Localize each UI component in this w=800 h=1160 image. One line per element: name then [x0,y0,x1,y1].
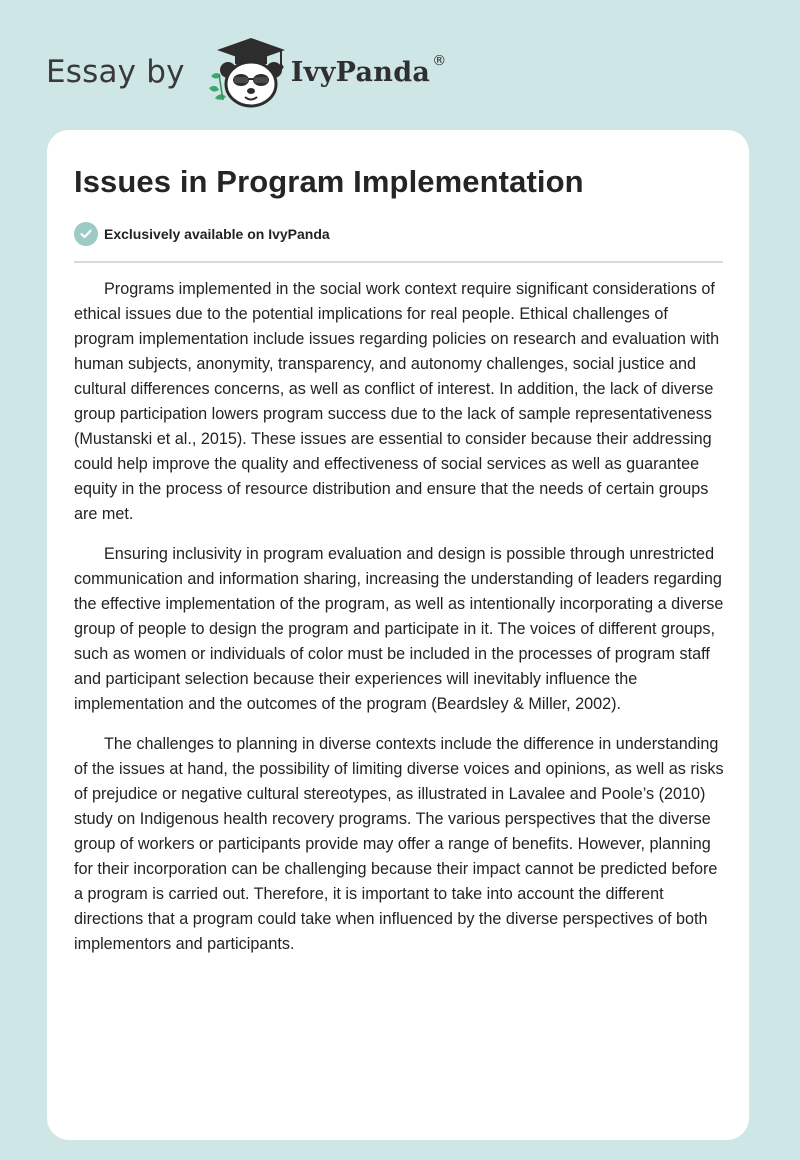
page-title: Issues in Program Implementation [74,164,584,199]
ivy-leaf-icon [209,73,226,100]
site-header [46,32,447,112]
brand-name[interactable]: IvyPanda ® [290,52,447,88]
exclusive-label: Exclusively available on IvyPanda [104,226,330,242]
panda-face-icon [220,62,282,106]
essay-by-label: Essay by [46,54,185,90]
panda-logo-icon[interactable] [201,32,289,112]
essay-body [74,277,728,972]
essay-card [47,130,749,1140]
exclusive-badge [74,222,330,246]
registered-mark: ® [432,52,447,69]
paragraph: Ensuring inclusivity in program evaluation and design is possible through unrestricted communication and information sharing, increasing the understanding of leaders regarding the effective implementation of the program, as well as intentionally incorporating a diverse group of people to design the program and participate in it. The voices of different groups, such as women or individuals of color must be included in the processes of program staff and participant selection because their experiences will inevitably influence the implementation and the outcomes of the program (Beardsley & Miller, 2002). [74,545,724,713]
paragraph: The challenges to planning in diverse contexts include the difference in understanding of the issues at hand, the possibility of limiting diverse voices and opinions, as well as risks of prejudice or negative cultural stereotypes, as illustrated in Lavalee and Poole’s (2010) study on Indigenous health recovery programs. The various perspectives that the diverse group of workers or participants provide may offer a range of benefits. However, planning for their incorporation can be challenging because their impact cannot be predicted before a program is carried out. Therefore, it is important to take into account the different directions that a program could take when influenced by the diverse perspectives of both implementors and participants. [74,735,724,953]
divider [74,261,723,263]
paragraph: Programs implemented in the social work context require significant considerations of ethical issues due to the potential implications for real people. Ethical challenges of program implementation include issues regarding policies on research and evaluation with human subjects, anonymity, transparency, and autonomy challenges, social justice and cultural differences concerns, as well as conflict of interest. In addition, the lack of diverse group participation lowers program success due to the lack of sample representativeness (Mustanski et al., 2015). These issues are essential to consider because their addressing could help improve the quality and effectiveness of social services as well as guarantee equity in the process of resource distribution and ensure that the needs of certain groups are met. [74,280,720,523]
check-icon [74,222,98,246]
